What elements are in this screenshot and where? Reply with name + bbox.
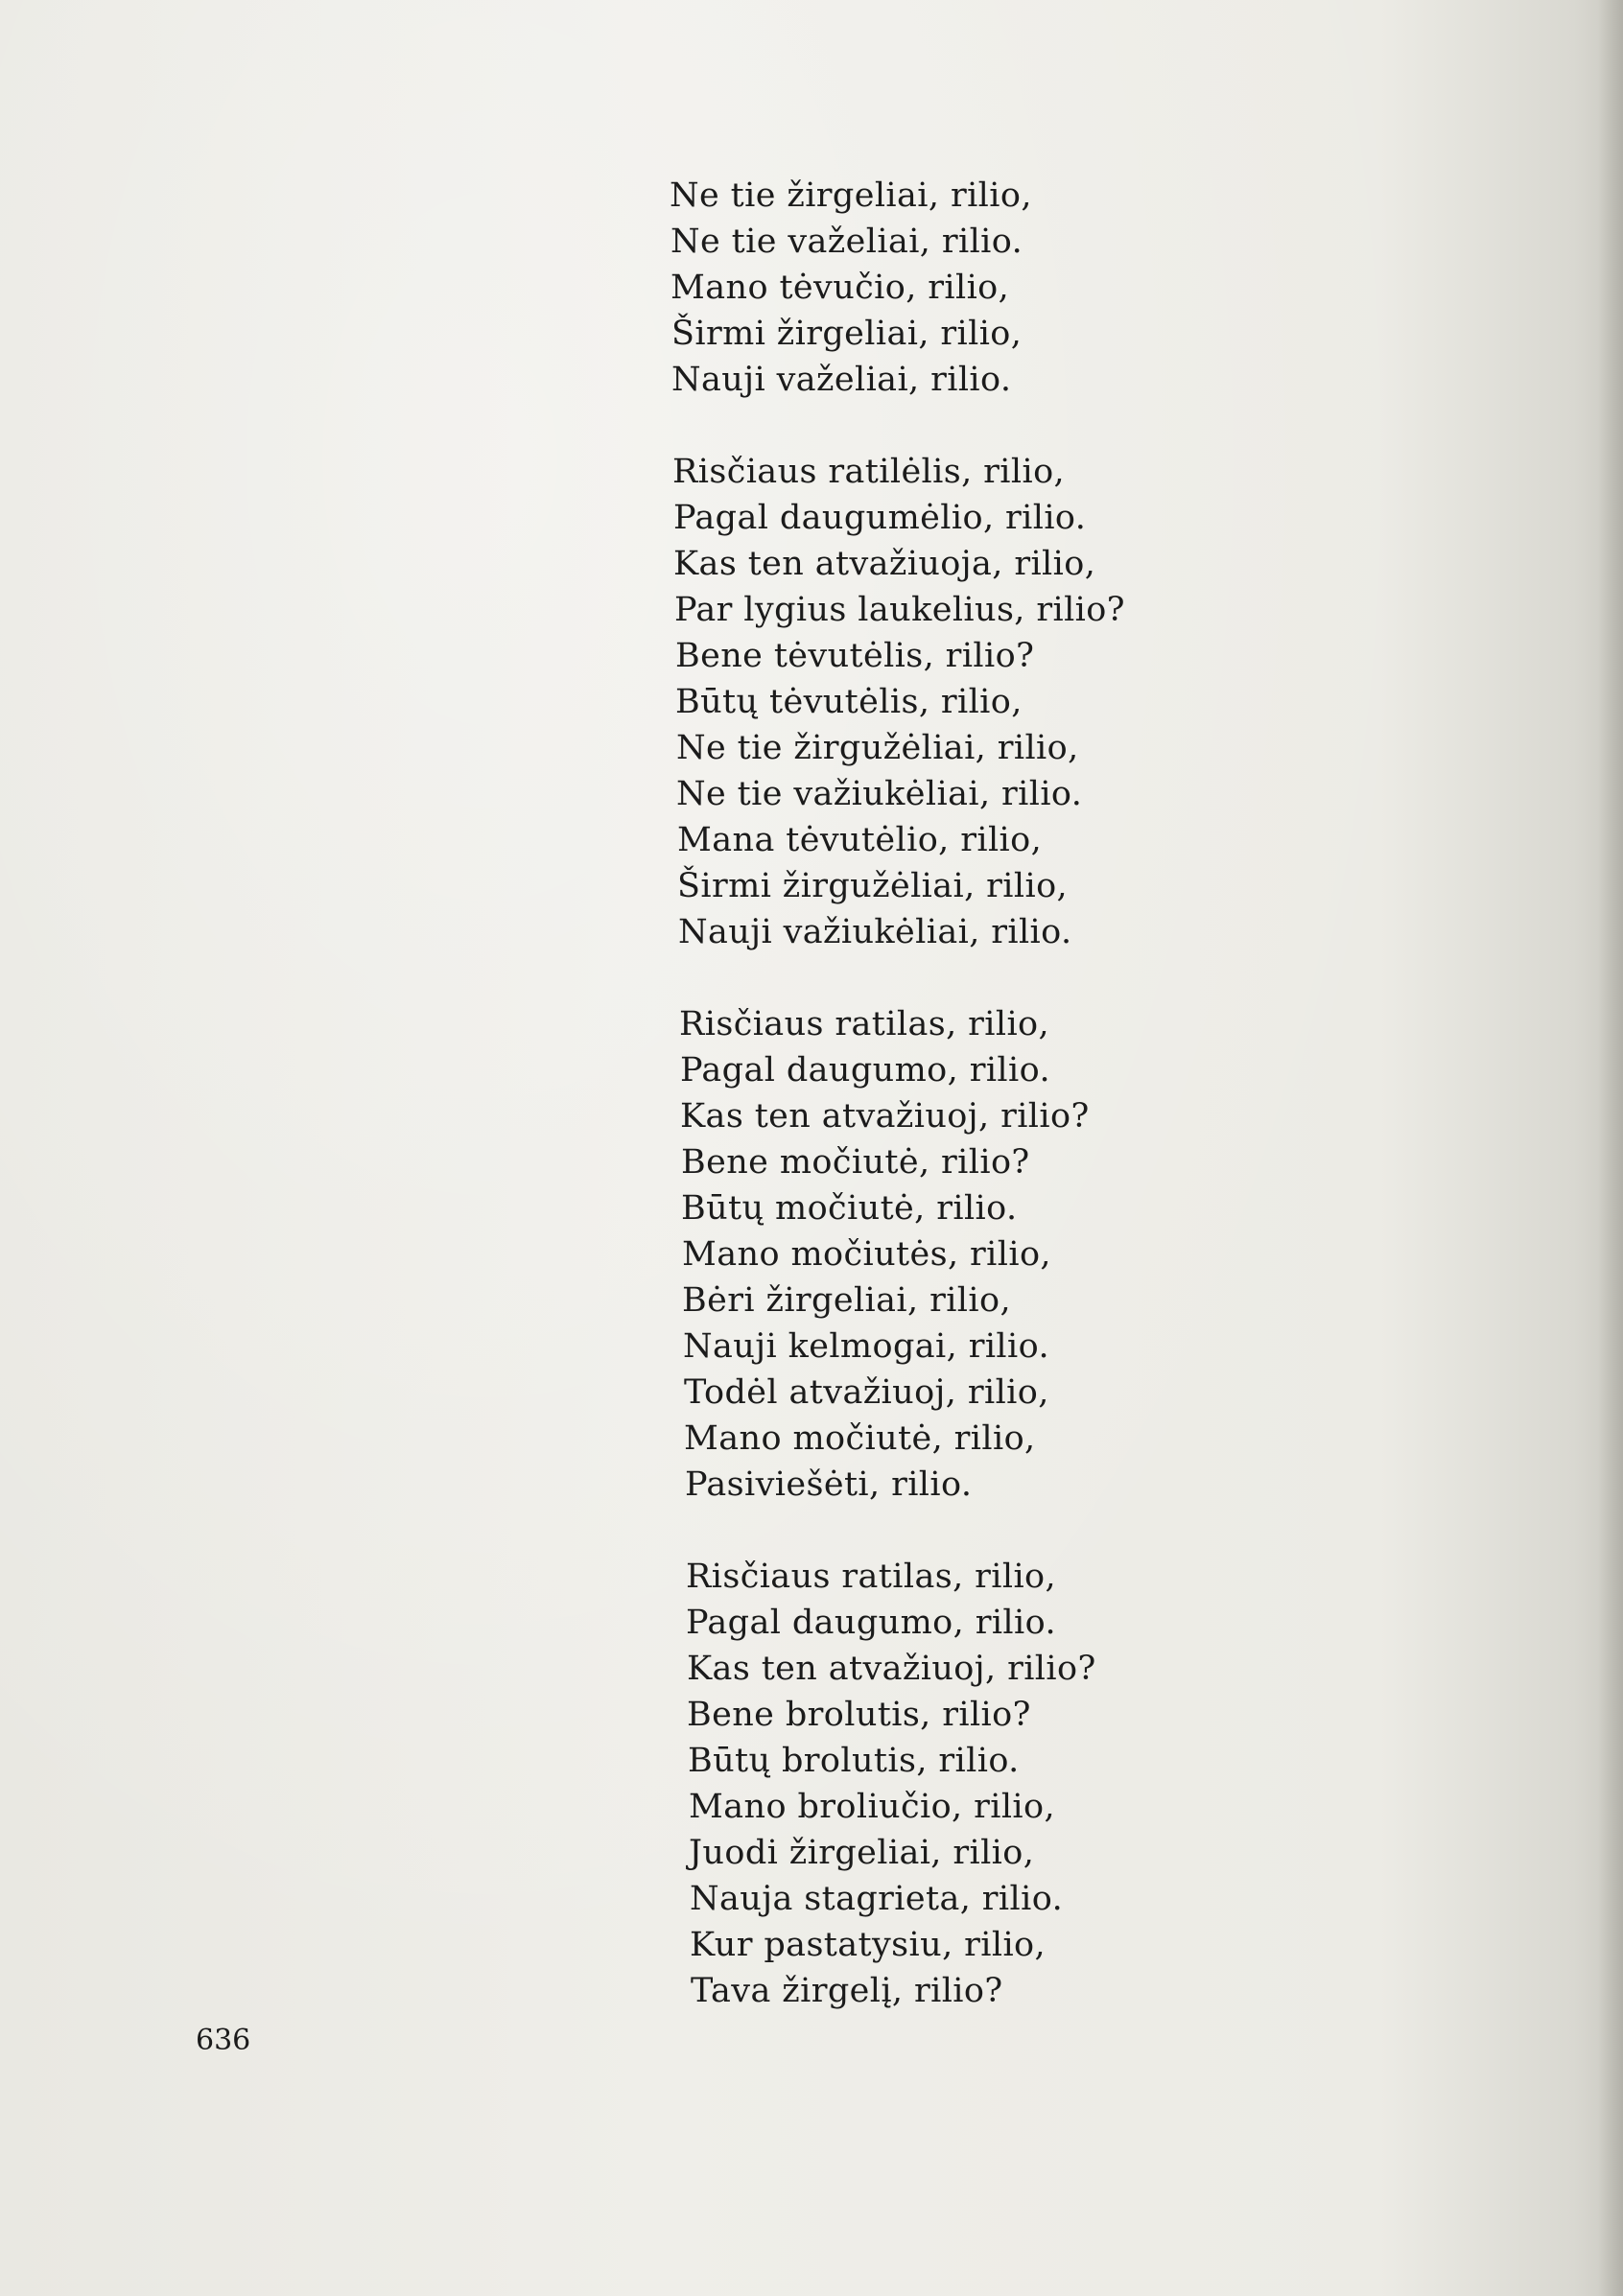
poem-line: Ne tie žirgužėliai, rilio, [676,729,1079,767]
poem-line: Todėl atvažiuoj, rilio, [684,1373,1049,1412]
poem-line: Širmi žirgužėliai, rilio, [677,867,1069,905]
poem-line: Ne tie važeliai, rilio. [670,223,1023,261]
poem-line: Bene brolutis, rilio? [687,1696,1031,1734]
stanza [0,173,1623,403]
poem-line: Pagal daugumo, rilio. [680,1051,1050,1089]
poem-line: Nauji važiukėliai, rilio. [678,913,1072,951]
poem-line: Būtų brolutis, rilio. [688,1742,1020,1780]
stanza [0,449,1623,955]
poem-line: Mano močiutė, rilio, [684,1419,1036,1458]
poem-line: Risčiaus ratilas, rilio, [686,1558,1057,1596]
poem-line: Pagal daugumo, rilio. [686,1604,1056,1642]
poem-line: Būtų močiutė, rilio. [681,1189,1018,1228]
poem-line: Mano močiutės, rilio, [682,1235,1051,1274]
poem-line: Kas ten atvažiuoj, rilio? [687,1650,1096,1688]
stanza [0,1001,1623,1508]
poem-line: Kur pastatysiu, rilio, [690,1926,1047,1964]
poem-line: Mano broliučio, rilio, [689,1788,1056,1826]
poem-line: Bėri žirgeliai, rilio, [682,1281,1011,1320]
poem-line: Pagal daugumėlio, rilio. [673,499,1087,537]
poem-line: Ne tie važiukėliai, rilio. [676,775,1083,813]
poem-line: Pasiviešėti, rilio. [685,1465,973,1504]
poem-line: Nauji važeliai, rilio. [671,361,1012,399]
poem-line: Kas ten atvažiuoj, rilio? [680,1097,1090,1136]
poem-line: Nauji kelmogai, rilio. [683,1327,1049,1366]
poem-line: Juodi žirgeliai, rilio, [689,1834,1035,1872]
poem-line: Nauja stagrieta, rilio. [690,1880,1064,1918]
poem-line: Par lygius laukelius, rilio? [674,591,1125,629]
page-number: 636 [196,2024,251,2057]
poem-line: Risčiaus ratilėlis, rilio, [672,453,1066,491]
poem-line: Kas ten atvažiuoja, rilio, [673,545,1096,583]
poem-line: Tava žirgelį, rilio? [691,1972,1003,2010]
poem-line: Mano tėvučio, rilio, [670,269,1010,307]
poem-line: Būtų tėvutėlis, rilio, [675,683,1023,721]
poem-line: Bene tėvutėlis, rilio? [675,637,1035,675]
poem-line: Bene močiutė, rilio? [681,1143,1030,1182]
poem-line: Risčiaus ratilas, rilio, [679,1005,1050,1043]
poem-line: Mana tėvutėlio, rilio, [677,821,1043,859]
poem-line: Ne tie žirgeliai, rilio, [670,176,1032,215]
stanza [0,1554,1623,2014]
poem-line: Širmi žirgeliai, rilio, [671,315,1023,353]
poem-text [0,173,1623,2014]
